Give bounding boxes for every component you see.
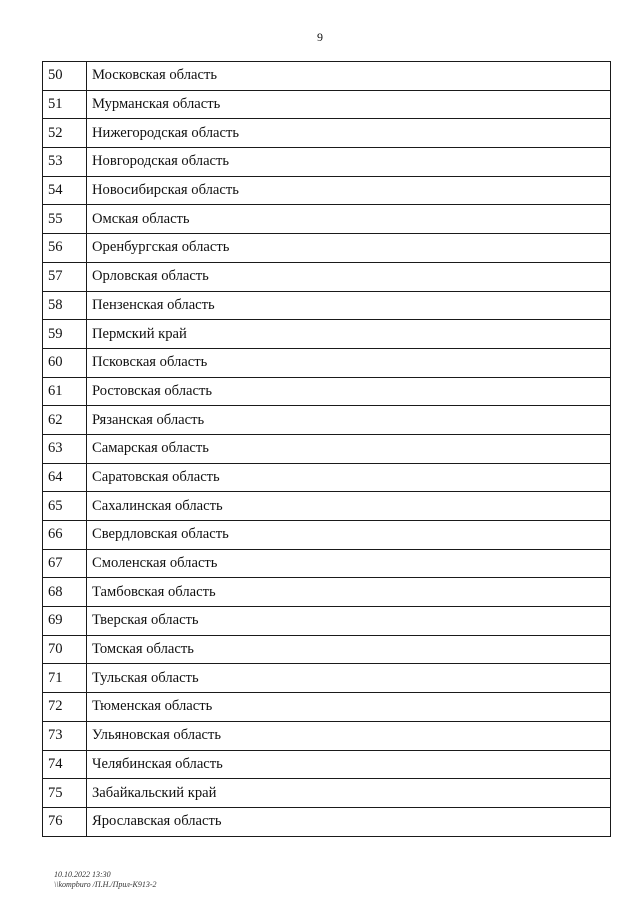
footer-file-path: \\kompburo /П.Н./Прил-К913-2 xyxy=(54,880,157,889)
table-row xyxy=(43,807,611,836)
table-row xyxy=(43,320,611,349)
row-number: 56 xyxy=(43,234,87,263)
region-name: Тульская область xyxy=(87,664,611,693)
row-number: 71 xyxy=(43,664,87,693)
row-number: 55 xyxy=(43,205,87,234)
table-row xyxy=(43,62,611,91)
region-name: Ульяновская область xyxy=(87,721,611,750)
row-number: 69 xyxy=(43,607,87,636)
table-row xyxy=(43,406,611,435)
row-number: 67 xyxy=(43,549,87,578)
table-row xyxy=(43,348,611,377)
table-row xyxy=(43,521,611,550)
region-name: Псковская область xyxy=(87,348,611,377)
row-number: 64 xyxy=(43,463,87,492)
region-name: Оренбургская область xyxy=(87,234,611,263)
region-name: Тамбовская область xyxy=(87,578,611,607)
row-number: 75 xyxy=(43,779,87,808)
row-number: 52 xyxy=(43,119,87,148)
region-name: Мурманская область xyxy=(87,90,611,119)
region-name: Тверская область xyxy=(87,607,611,636)
region-name: Новгородская область xyxy=(87,148,611,177)
region-name: Сахалинская область xyxy=(87,492,611,521)
region-name: Рязанская область xyxy=(87,406,611,435)
table-row xyxy=(43,549,611,578)
region-name: Пермский край xyxy=(87,320,611,349)
regions-table xyxy=(42,61,611,837)
region-name: Самарская область xyxy=(87,434,611,463)
table-row xyxy=(43,607,611,636)
row-number: 57 xyxy=(43,262,87,291)
row-number: 63 xyxy=(43,434,87,463)
region-name: Смоленская область xyxy=(87,549,611,578)
table-row xyxy=(43,205,611,234)
row-number: 51 xyxy=(43,90,87,119)
table-row xyxy=(43,148,611,177)
region-name: Саратовская область xyxy=(87,463,611,492)
table-row xyxy=(43,234,611,263)
row-number: 58 xyxy=(43,291,87,320)
row-number: 73 xyxy=(43,721,87,750)
region-name: Пензенская область xyxy=(87,291,611,320)
row-number: 76 xyxy=(43,807,87,836)
table-row xyxy=(43,779,611,808)
table-row xyxy=(43,119,611,148)
row-number: 62 xyxy=(43,406,87,435)
region-name: Омская область xyxy=(87,205,611,234)
row-number: 54 xyxy=(43,176,87,205)
row-number: 72 xyxy=(43,693,87,722)
row-number: 50 xyxy=(43,62,87,91)
table-row xyxy=(43,578,611,607)
row-number: 66 xyxy=(43,521,87,550)
region-name: Тюменская область xyxy=(87,693,611,722)
document-footer xyxy=(54,870,157,890)
row-number: 65 xyxy=(43,492,87,521)
table-row xyxy=(43,721,611,750)
table-row xyxy=(43,635,611,664)
row-number: 53 xyxy=(43,148,87,177)
row-number: 60 xyxy=(43,348,87,377)
table-body xyxy=(43,62,611,837)
region-name: Московская область xyxy=(87,62,611,91)
table-row xyxy=(43,463,611,492)
table-row xyxy=(43,664,611,693)
region-name: Ярославская область xyxy=(87,807,611,836)
page-number: 9 xyxy=(317,30,323,44)
region-name: Свердловская область xyxy=(87,521,611,550)
table-row xyxy=(43,693,611,722)
table-row xyxy=(43,377,611,406)
region-name: Орловская область xyxy=(87,262,611,291)
table-row xyxy=(43,262,611,291)
region-name: Нижегородская область xyxy=(87,119,611,148)
region-name: Ростовская область xyxy=(87,377,611,406)
table-row xyxy=(43,492,611,521)
region-name: Новосибирская область xyxy=(87,176,611,205)
row-number: 70 xyxy=(43,635,87,664)
region-name: Челябинская область xyxy=(87,750,611,779)
table-row xyxy=(43,291,611,320)
row-number: 68 xyxy=(43,578,87,607)
region-name: Томская область xyxy=(87,635,611,664)
table-row xyxy=(43,434,611,463)
table-row xyxy=(43,90,611,119)
row-number: 74 xyxy=(43,750,87,779)
row-number: 61 xyxy=(43,377,87,406)
table-row xyxy=(43,750,611,779)
footer-timestamp: 10.10.2022 13:30 xyxy=(54,870,111,879)
region-name: Забайкальский край xyxy=(87,779,611,808)
row-number: 59 xyxy=(43,320,87,349)
table-row xyxy=(43,176,611,205)
